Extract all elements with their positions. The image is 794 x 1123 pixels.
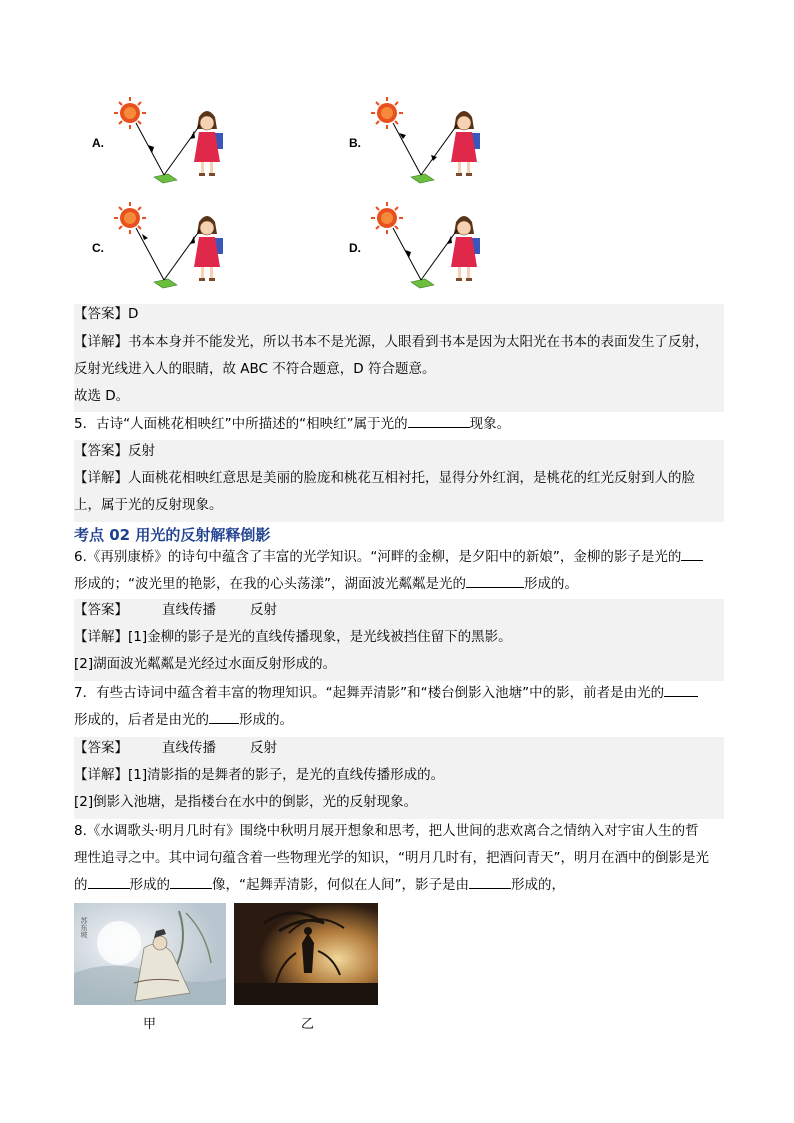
q7-blank-1 (664, 684, 698, 697)
option-b-label: B. (349, 136, 361, 150)
caption-yi: 乙 (301, 1017, 315, 1032)
q6-answer-label: 【答案】 (74, 602, 128, 618)
option-b-figure (369, 95, 489, 190)
q8-text-b: 形成的 (129, 877, 170, 893)
q8-text-a: 的 (74, 877, 88, 893)
q8-blank-1 (88, 876, 130, 889)
q7-text-2: 形成的，后者是由光的 (74, 712, 209, 728)
option-c-label: C. (92, 241, 104, 255)
q7-answer-label: 【答案】 (74, 740, 128, 756)
option-c-figure (112, 200, 232, 295)
q8-text-c: 像，“起舞弄清影，何似在人间”，影子是由 (212, 877, 469, 893)
photo-yi (234, 903, 378, 1005)
q5-question-tail: 现象。 (469, 416, 511, 432)
q7-answer-2: 反射 (250, 740, 277, 756)
q8-line-1: 8.《水调歌头·明月几时有》围绕中秋明月展开想象和思考，把人世间的悲欢离合之情纳入对宇宙人生的哲 (74, 823, 699, 839)
option-a-label: A. (92, 136, 104, 150)
q5-answer: 【答案】反射 (74, 443, 155, 459)
option-d-figure (369, 200, 489, 295)
q8-blank-3 (469, 876, 511, 889)
q6-answer-2: 反射 (250, 602, 277, 618)
q7-line-1 (74, 684, 698, 702)
q6-detail-2: [2]湖面波光粼粼是光经过水面反射形成的。 (74, 656, 337, 672)
q6-line-1 (74, 548, 703, 566)
q8-line-2: 理性追寻之中。其中词句蕴含着一些物理光学的知识，“明月几时有，把酒问青天”，明月在酒中的倒影是光 (74, 850, 709, 866)
q5-detail-2: 上，属于光的反射现象。 (74, 497, 223, 513)
option-a-figure (112, 95, 232, 190)
q7-detail-1: 【详解】[1]清影指的是舞者的影子，是光的直线传播形成的。 (74, 767, 445, 783)
q6-text-1: 6.《再别康桥》的诗句中蕴含了丰富的光学知识。“河畔的金柳，是夕阳中的新娘”，金柳的影子是光的 (74, 549, 682, 565)
q7-answer (74, 739, 277, 757)
q6-line-2 (74, 575, 578, 593)
q5-question-text: 5．古诗“人面桃花相映红”中所描述的“相映红”属于光的 (74, 416, 408, 432)
q6-detail-1: 【详解】[1]金柳的影子是光的直线传播现象，是光线被挡住留下的黑影。 (74, 629, 512, 645)
q4-detail-3: 故选 D。 (74, 388, 130, 404)
option-d-label: D. (349, 241, 361, 255)
q5-question (74, 415, 510, 433)
painting-inscription: 苏东坡 (80, 917, 88, 938)
q4-answer-band (74, 304, 724, 412)
q6-answer (74, 601, 277, 619)
q7-text-1: 7．有些古诗词中蕴含着丰富的物理知识。“起舞弄清影”和“楼台倒影入池塘”中的影，前者是由光的 (74, 685, 665, 701)
q4-detail-2: 反射光线进入人的眼睛，故 ABC 不符合题意，D 符合题意。 (74, 361, 436, 377)
q5-detail-1: 【详解】人面桃花相映红意思是美丽的脸庞和桃花互相衬托，显得分外红润，是桃花的红光反射到人的脸 (74, 470, 695, 486)
q6-blank-2 (466, 575, 524, 588)
section-heading: 考点 02 用光的反射解释倒影 (74, 526, 271, 544)
painting-jia (74, 903, 226, 1005)
q4-answer: 【答案】D (74, 306, 139, 322)
q6-answer-1: 直线传播 (162, 602, 216, 618)
q6-text-3: 形成的。 (524, 576, 578, 592)
q7-text-3: 形成的。 (239, 712, 293, 728)
q6-text-2: 形成的；“波光里的艳影，在我的心头荡漾”，湖面波光粼粼是光的 (74, 576, 466, 592)
q5-blank (408, 415, 470, 428)
q8-blank-2 (170, 876, 212, 889)
q4-detail-1: 【详解】书本本身并不能发光，所以书本不是光源，人眼看到书本是因为太阳光在书本的表面发生了反射， (74, 334, 709, 350)
q7-answer-1: 直线传播 (162, 740, 216, 756)
q7-detail-2: [2]倒影入池塘，是指楼台在水中的倒影，光的反射现象。 (74, 794, 418, 810)
q6-blank-1 (681, 548, 703, 561)
q8-text-d: 形成的， (511, 877, 565, 893)
q7-line-2 (74, 711, 293, 729)
caption-jia: 甲 (143, 1017, 157, 1032)
q7-blank-2 (209, 711, 239, 724)
q8-line-3 (74, 876, 565, 894)
